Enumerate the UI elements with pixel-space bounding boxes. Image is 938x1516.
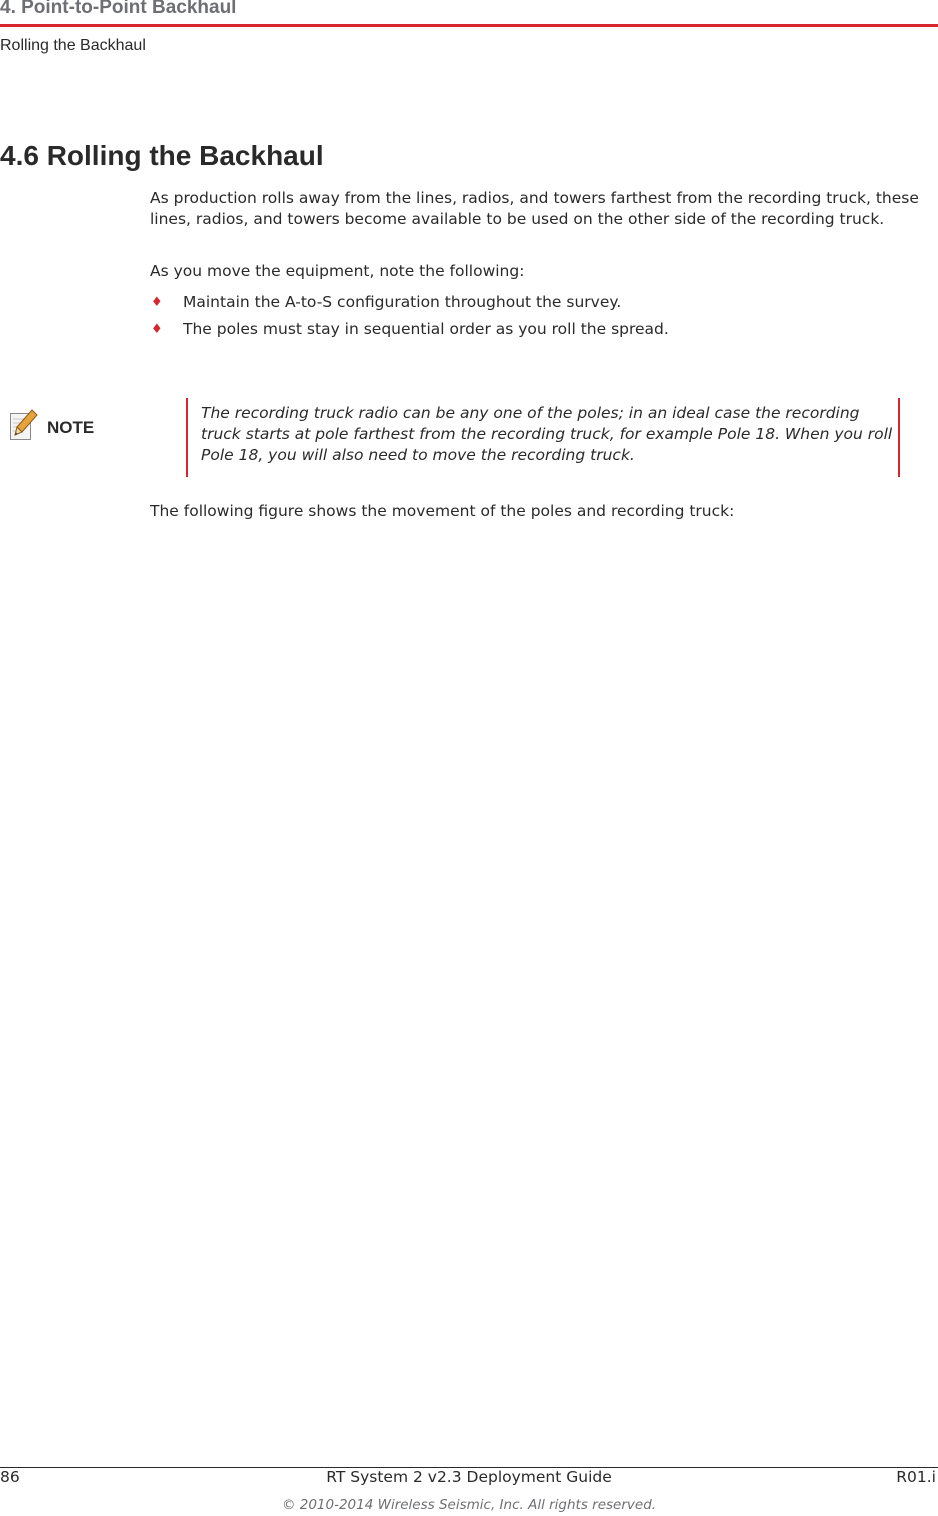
footer-document-title: RT System 2 v2.3 Deployment Guide <box>326 1468 612 1486</box>
body-paragraph-figure-intro: The following figure shows the movement of the poles and recording truck: <box>150 502 735 520</box>
header-section-title: Rolling the Backhaul <box>0 37 146 54</box>
list-item <box>150 292 935 319</box>
pencil-note-icon <box>9 408 39 442</box>
footer-revision: R01.i <box>896 1468 936 1486</box>
header-rule <box>0 24 938 27</box>
note-right-rule <box>898 398 900 477</box>
diamond-bullet-icon: ♦ <box>151 322 163 337</box>
note-text: The recording truck radio can be any one of the poles; in an ideal case the recording truck starts at pole farthest from the recording truck, for example Pole 18. When you roll Pole 18, you will also need to move the recording truck. <box>201 404 893 464</box>
body-paragraph-intro: As production rolls away from the lines, radios, and towers farthest from the recording truck, these lines, radios, and towers become available to be used on the other side of the recording truck. <box>150 189 919 228</box>
bullet-text: The poles must stay in sequential order as you roll the spread. <box>183 320 669 338</box>
bullet-list <box>150 292 935 346</box>
footer-page-number: 86 <box>0 1468 20 1486</box>
header-chapter-title: 4. Point-to-Point Backhaul <box>0 0 237 18</box>
diamond-bullet-icon: ♦ <box>151 295 163 310</box>
list-item <box>150 319 935 346</box>
note-label: NOTE <box>47 418 95 437</box>
section-title: 4.6 Rolling the Backhaul <box>0 140 324 171</box>
bullet-text: Maintain the A-to-S configuration throughout the survey. <box>183 293 622 311</box>
body-paragraph-instructions: As you move the equipment, note the following: <box>150 262 525 280</box>
note-left-rule <box>186 398 188 477</box>
footer-copyright: © 2010-2014 Wireless Seismic, Inc. All rights reserved. <box>281 1497 657 1513</box>
